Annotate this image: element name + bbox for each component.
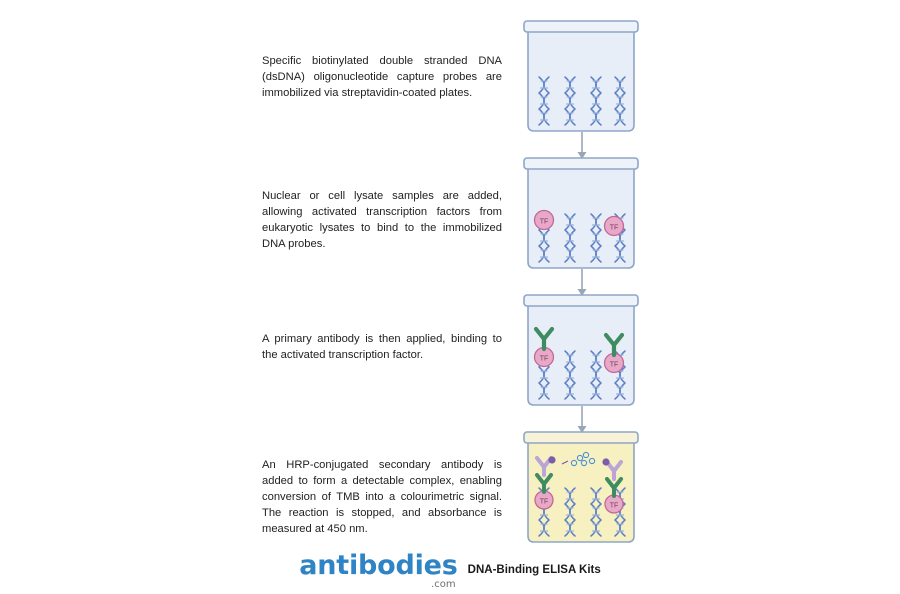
step-4-well: [522, 428, 642, 540]
step-2-well: [522, 154, 642, 266]
figure-title: DNA-Binding ELISA Kits: [467, 564, 601, 576]
brand-logo-text: [299, 550, 458, 590]
well-illustration-2: [522, 154, 640, 270]
step-row-1: [0, 14, 900, 132]
svg-text:TF: TF: [609, 502, 619, 510]
step-1-well: [522, 17, 642, 129]
hrp-enzyme-2: [602, 458, 609, 465]
brand-logo[interactable]: [299, 550, 601, 590]
step-4-description: An HRP-conjugated secondary antibody is added to form a detectable complex, enabling conversion of TMB into a colourimetric signal. The reaction is stopped, and absorbance is measured at 450 nm.: [262, 459, 502, 535]
svg-text:TF: TF: [539, 498, 549, 506]
svg-text:TF: TF: [539, 355, 549, 363]
brand-name: antibodies: [299, 550, 458, 581]
svg-text:TF: TF: [539, 218, 549, 226]
transcription-factor-2: [605, 217, 624, 236]
step-3-well: [522, 291, 642, 403]
svg-text:TF: TF: [609, 224, 619, 232]
step-row-2: [0, 151, 900, 269]
well-illustration-3: [522, 291, 640, 407]
well-illustration-1: [522, 17, 640, 133]
well-illustration-4: [522, 428, 640, 544]
brand-suffix: .com: [431, 579, 456, 590]
figure-footer: [0, 550, 900, 590]
step-1-description: Specific biotinylated double stranded DNA (dsDNA) oligonucleotide capture probes are immobilized via streptavidin-coated plates.: [262, 55, 502, 99]
step-row-4: [0, 425, 900, 543]
step-2-description: Nuclear or cell lysate samples are added, allowing activated transcription factors from eukaryotic lysates to bind to the immobilized DNA probes.: [262, 190, 502, 250]
step-row-3: [0, 288, 900, 406]
hrp-enzyme-1: [548, 456, 555, 463]
step-3-description: A primary antibody is then applied, binding to the activated transcription factor.: [262, 333, 502, 361]
transcription-factor-1: [535, 211, 554, 230]
svg-text:TF: TF: [609, 361, 619, 369]
